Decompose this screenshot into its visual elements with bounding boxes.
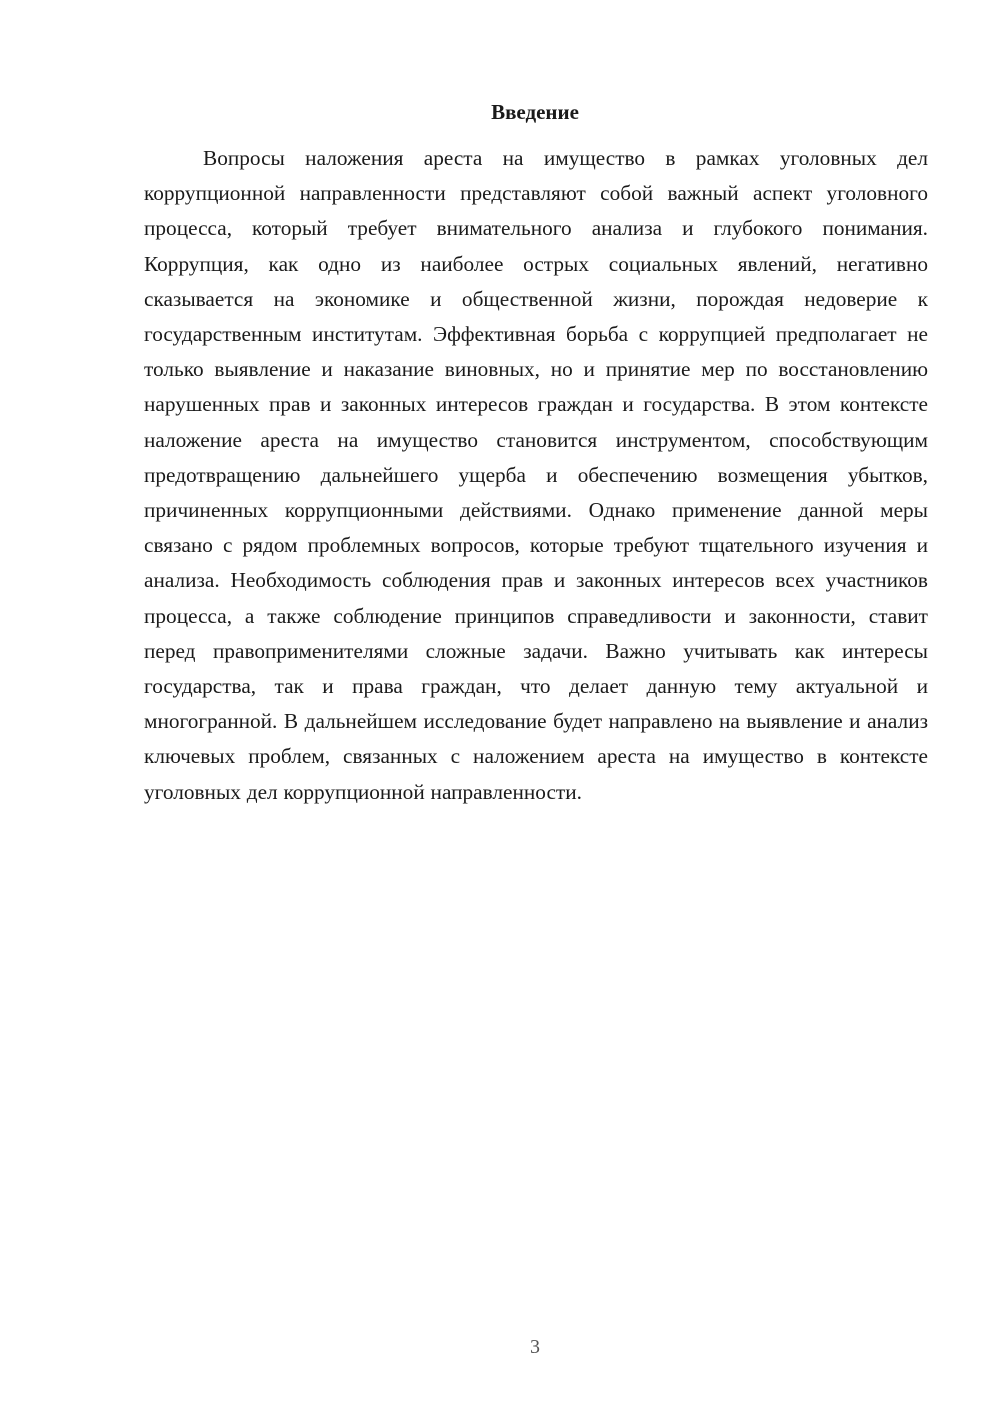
section-heading: Введение: [491, 100, 579, 124]
page-number: 3: [530, 1336, 540, 1358]
body-paragraph: Вопросы наложения ареста на имущество в рамках уголовных дел коррупционной направленности представляют собой важный аспект уголовного процесса, который требует внимательного анализа и глубокого понимания. Коррупция, как одно из наиболее острых социальных явлений, негативно сказывается на экономике и общественной жизни, порождая недоверие к государственным институтам. Эффективная борьба с коррупцией предполагает не только выявление и наказание виновных, но и принятие мер по восстановлению нарушенных прав и законных интересов граждан и государства. В этом контексте наложение ареста на имущество становится инструментом, способствующим предотвращению дальнейшего ущерба и обеспечению возмещения убытков, причиненных коррупционными действиями. Однако применение данной меры связано с рядом проблемных вопросов, которые требуют тщательного изучения и анализа. Необходимость соблюдения прав и законных интересов всех участников процесса, а также соблюдение принципов справедливости и законности, ставит перед правоприменителями сложные задачи. Важно учитывать как интересы государства, так и права граждан, что делает данную тему актуальной и многогранной. В дальнейшем исследование будет направлено на выявление и анализ ключевых проблем, связанных с наложением ареста на имущество в контексте уголовных дел коррупционной направленности.: [144, 146, 928, 804]
